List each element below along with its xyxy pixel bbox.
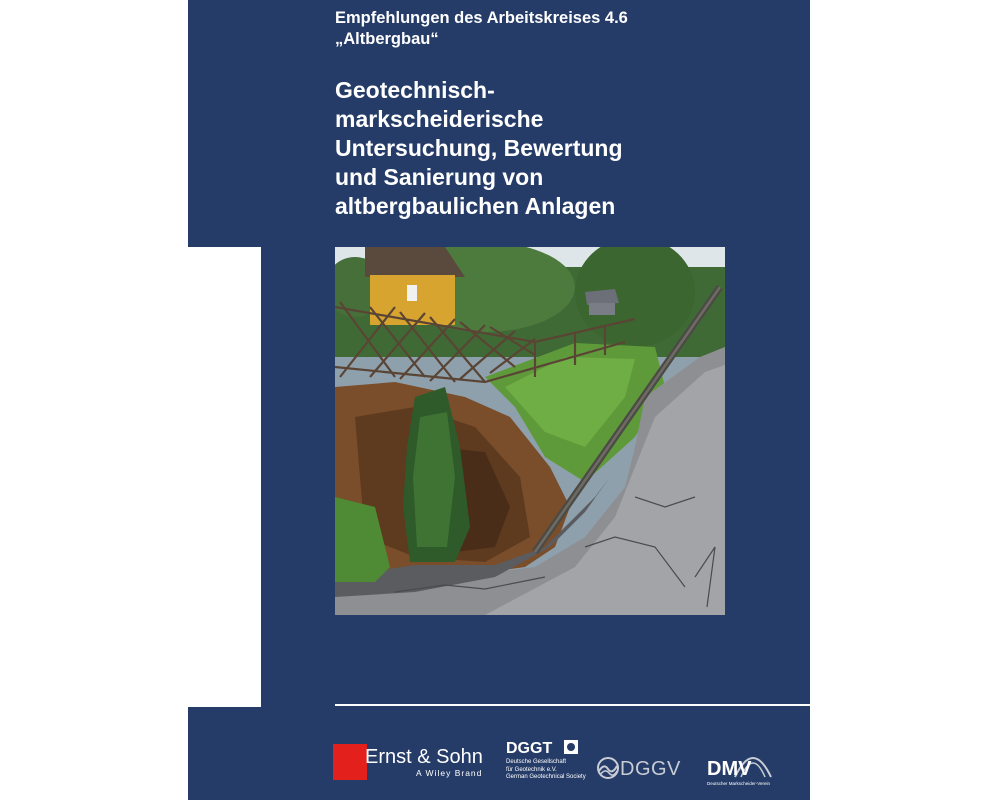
- title-line-1: Geotechnisch-: [335, 77, 495, 103]
- landslide-photo: [335, 247, 725, 615]
- title-line-4: und Sanierung von: [335, 164, 544, 190]
- dggt-logo-subtitle: Deutsche Gesellschaft für Geotechnik e.V. German Geotechnical Society: [506, 759, 586, 780]
- series-line-1: Empfehlungen des Arbeitskreises 4.6: [335, 9, 628, 27]
- book-title: [335, 76, 795, 221]
- dggt-logo-icon: [564, 740, 578, 754]
- dggv-logo-icon: [596, 757, 620, 779]
- dggt-logo-name: DGGT: [506, 740, 553, 757]
- dmv-logo-subtitle: Deutscher Markscheider-Verein: [707, 781, 771, 786]
- ernst-sohn-logo-square: [333, 744, 367, 780]
- title-line-5: altbergbaulichen Anlagen: [335, 193, 616, 219]
- cover-divider: [335, 704, 810, 706]
- ernst-sohn-logo-name: Ernst & Sohn: [365, 746, 483, 768]
- series-line-2: „Altbergbau“: [335, 30, 439, 48]
- dggv-logo-name: DGGV: [620, 758, 681, 780]
- dmv-logo-name: DMV: [707, 758, 752, 780]
- cover-white-strip: [188, 247, 261, 707]
- title-line-2: markscheiderische: [335, 106, 544, 132]
- series-heading: [335, 8, 795, 50]
- ernst-sohn-logo-tagline: A Wiley Brand: [416, 768, 483, 778]
- book-cover: [188, 0, 810, 800]
- title-line-3: Untersuchung, Bewertung: [335, 135, 623, 161]
- publisher-logos: [188, 712, 810, 800]
